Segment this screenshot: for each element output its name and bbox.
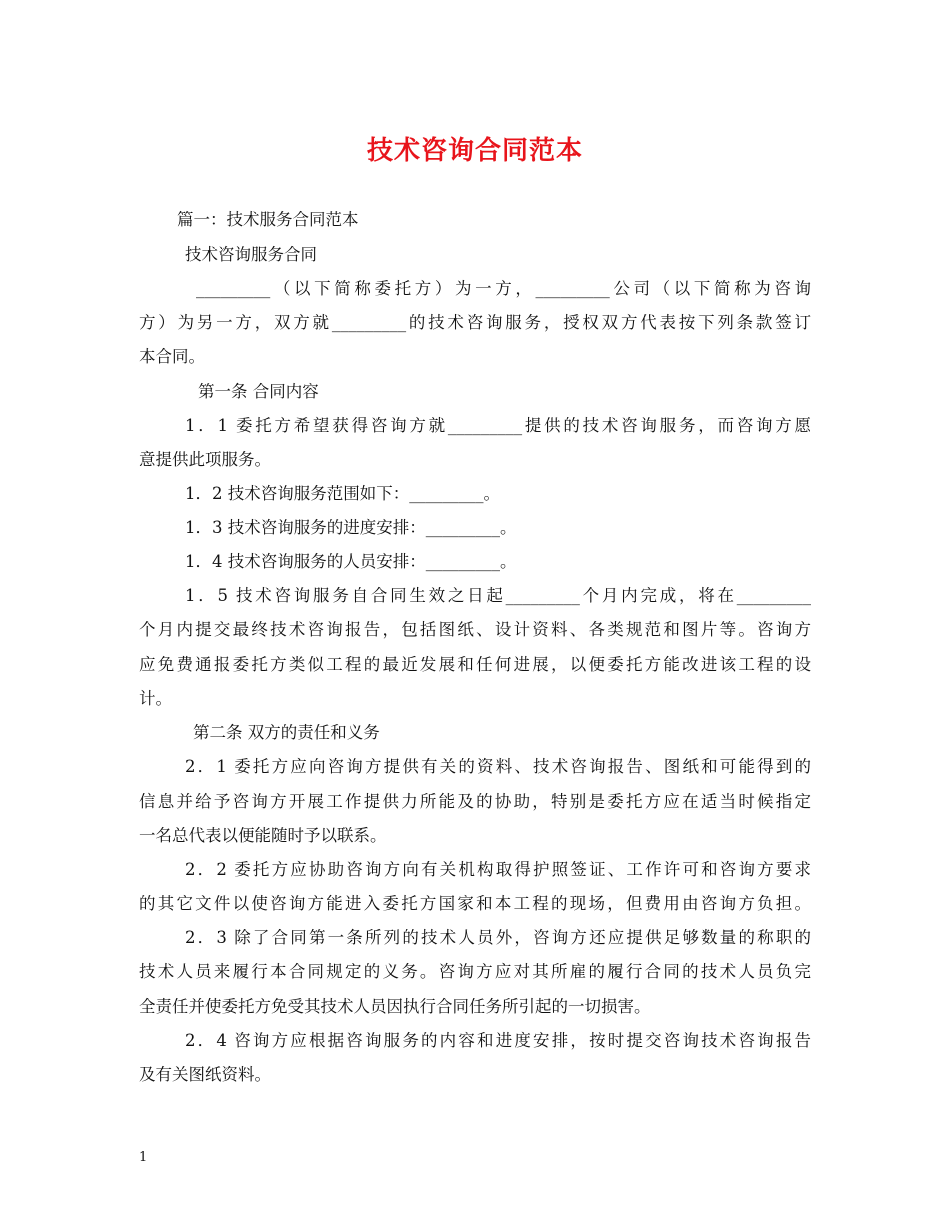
text-line: 2．4 咨询方应根据咨询服务的内容和进度安排，按时提交咨询技术咨询报告 bbox=[185, 1031, 811, 1050]
text-line: 2．3 除了合同第一条所列的技术人员外，咨询方还应提供足够数量的称职的 bbox=[185, 928, 811, 947]
page-number: 1 bbox=[139, 1150, 148, 1165]
text-line: 一名总代表以便能随时予以联系。 bbox=[139, 826, 387, 845]
text-line: 的其它文件以使咨询方能进入委托方国家和本工程的现场，但费用由咨询方负担。 bbox=[139, 894, 811, 913]
text-line: 应免费通报委托方类似工程的最近发展和任何进展，以便委托方能改进该工程的设 bbox=[139, 655, 811, 674]
text-line: 1．5 技术咨询服务自合同生效之日起_________个月内完成，将在_________ bbox=[185, 586, 811, 605]
text-line: 2．1 委托方应向咨询方提供有关的资料、技术咨询报告、图纸和可能得到的 bbox=[185, 757, 811, 776]
text-line: 篇一：技术服务合同范本 bbox=[177, 210, 359, 229]
text-line: _________（以下简称委托方）为一方，_________公司（以下简称为咨询 bbox=[196, 279, 811, 298]
text-line: 本合同。 bbox=[139, 347, 205, 366]
text-line: 方）为另一方，双方就_________的技术咨询服务，授权双方代表按下列条款签订 bbox=[139, 313, 811, 332]
section-heading: 第二条 双方的责任和义务 bbox=[193, 723, 380, 742]
text-line: 2．2 委托方应协助咨询方向有关机构取得护照签证、工作许可和咨询方要求 bbox=[185, 860, 811, 879]
text-line: 1．2 技术咨询服务范围如下：_________。 bbox=[185, 484, 500, 503]
text-line: 信息并给予咨询方开展工作提供力所能及的协助，特别是委托方应在适当时候指定 bbox=[139, 792, 811, 811]
document-title: 技术咨询合同范本 bbox=[366, 136, 583, 166]
text-line: 及有关图纸资料。 bbox=[139, 1065, 271, 1084]
text-line: 技术咨询服务合同 bbox=[185, 245, 317, 264]
text-line: 个月内提交最终技术咨询报告，包括图纸、设计资料、各类规范和图片等。咨询方 bbox=[139, 620, 811, 639]
text-line: 全责任并使委托方免受其技术人员因执行合同任务所引起的一切损害。 bbox=[139, 997, 651, 1016]
text-line: 1．1 委托方希望获得咨询方就_________提供的技术咨询服务，而咨询方愿 bbox=[185, 416, 811, 435]
text-line: 意提供此项服务。 bbox=[139, 450, 271, 469]
text-line: 计。 bbox=[139, 689, 172, 708]
text-line: 1．3 技术咨询服务的进度安排：_________。 bbox=[185, 518, 517, 537]
text-line: 技术人员来履行本合同规定的义务。咨询方应对其所雇的履行合同的技术人员负完 bbox=[139, 962, 811, 981]
text-line: 1．4 技术咨询服务的人员安排：_________。 bbox=[185, 552, 517, 571]
section-heading: 第一条 合同内容 bbox=[198, 382, 319, 401]
